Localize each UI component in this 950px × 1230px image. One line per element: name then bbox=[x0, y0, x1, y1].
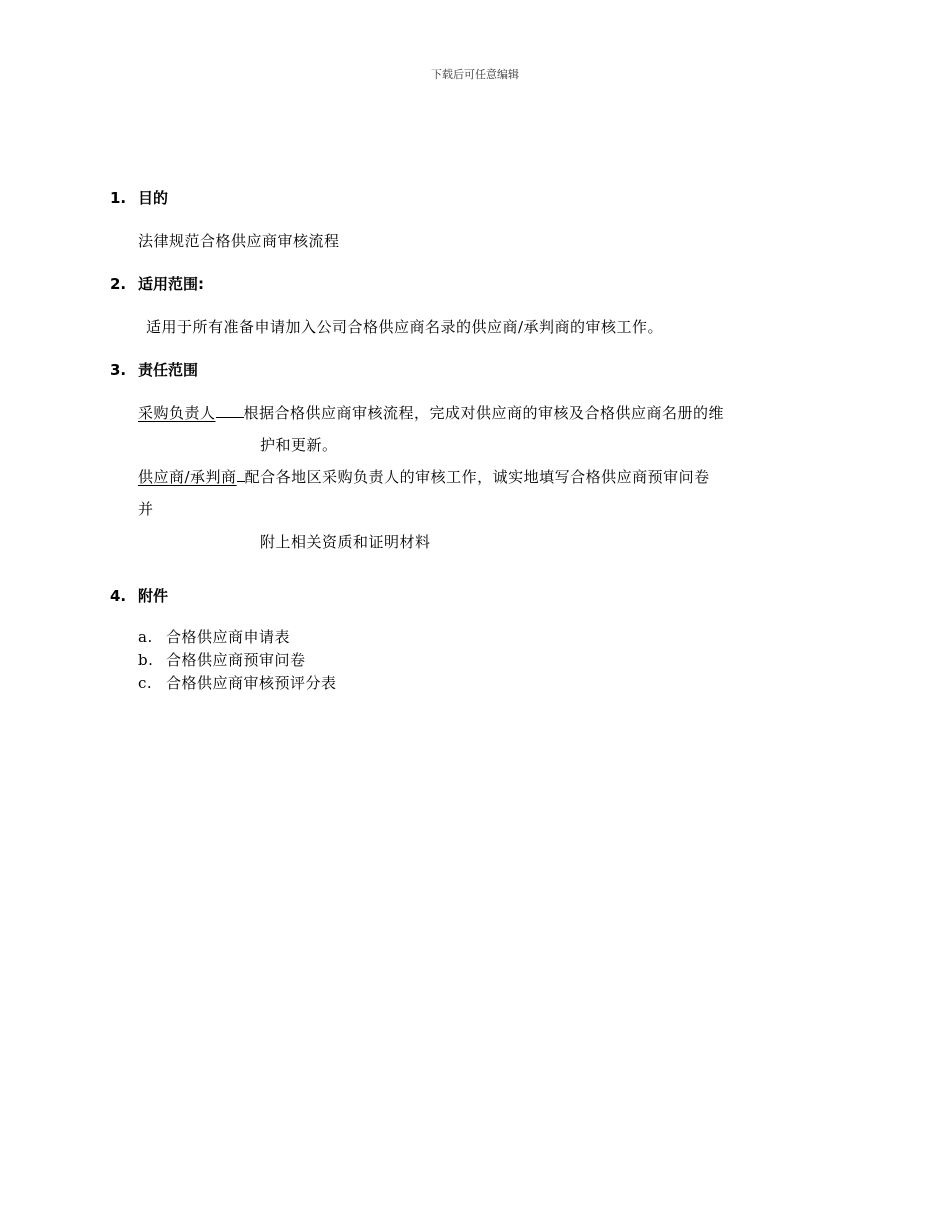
section-title: 适用范围: bbox=[138, 275, 204, 293]
attachment-name: 合格供应商审核预评分表 bbox=[166, 674, 337, 692]
list-marker: a. bbox=[138, 628, 153, 646]
role-row-supplier bbox=[138, 466, 710, 487]
list-marker: b. bbox=[138, 651, 154, 669]
attachment-list bbox=[138, 626, 337, 695]
scope-text: 适用于所有准备申请加入公司合格供应商名录的供应商/承判商的审核工作。 bbox=[146, 318, 664, 336]
role-desc-supplier-line2: 附上相关资质和证明材料 bbox=[260, 533, 431, 551]
section-title: 目的 bbox=[138, 189, 169, 207]
section-heading-responsibility bbox=[110, 359, 198, 380]
role-label-underline bbox=[237, 467, 245, 482]
section-title: 责任范围 bbox=[138, 361, 199, 379]
section-heading-attachments bbox=[110, 585, 168, 606]
role-desc-line1: 配合各地区采购负责人的审核工作，诚实地填写合格供应商预审问卷 bbox=[244, 468, 710, 486]
section-number: 3. bbox=[110, 361, 127, 379]
section-heading-scope bbox=[110, 273, 204, 294]
list-item bbox=[138, 626, 337, 649]
list-item bbox=[138, 649, 337, 672]
purpose-text: 法律规范合格供应商审核流程 bbox=[138, 232, 340, 250]
role-label-supplier: 供应商/承判商 bbox=[138, 468, 237, 486]
section-title: 附件 bbox=[138, 587, 169, 605]
role-desc-purchasing-line2: 护和更新。 bbox=[260, 436, 338, 454]
section-number: 4. bbox=[110, 587, 127, 605]
list-item bbox=[138, 672, 337, 695]
list-marker: c. bbox=[138, 674, 153, 692]
section-number: 1. bbox=[110, 189, 127, 207]
role-label-underline bbox=[216, 403, 244, 418]
attachment-name: 合格供应商申请表 bbox=[166, 628, 291, 646]
section-heading-purpose bbox=[110, 187, 168, 208]
role-desc-line1: 根据合格供应商审核流程，完成对供应商的审核及合格供应商名册的维 bbox=[243, 404, 725, 422]
section-number: 2. bbox=[110, 275, 127, 293]
page-header-note: 下载后可任意编辑 bbox=[431, 68, 519, 81]
attachment-name: 合格供应商预审问卷 bbox=[166, 651, 306, 669]
role-desc-supplier-wrap: 并 bbox=[138, 500, 154, 518]
role-label-purchasing: 采购负责人 bbox=[138, 404, 216, 422]
role-row-purchasing bbox=[138, 402, 724, 423]
